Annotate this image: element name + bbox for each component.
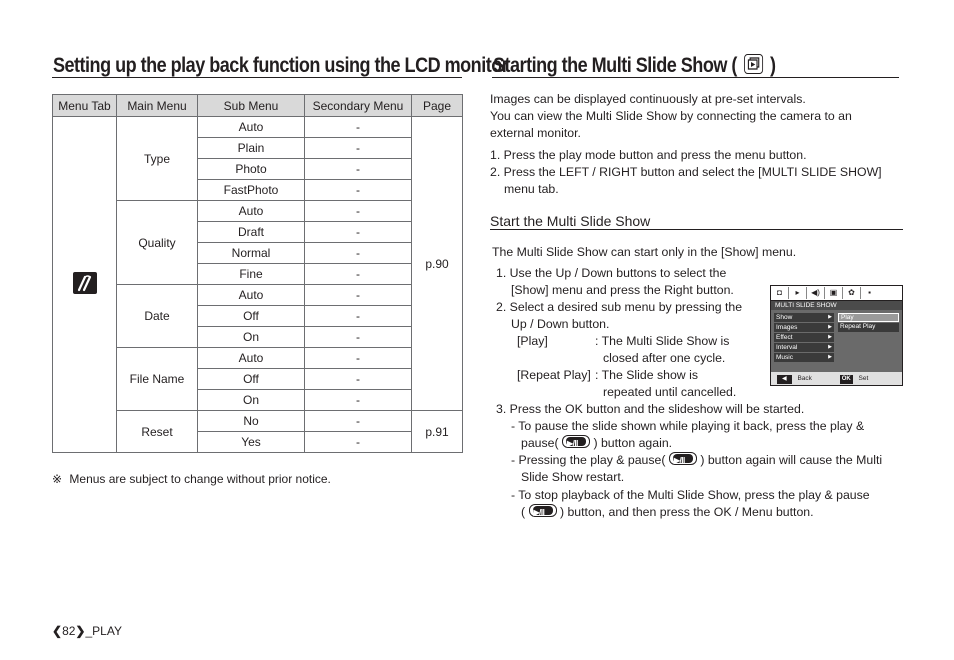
repeat-desc-1: : The Slide show is <box>595 368 698 382</box>
sub-menu-cell: Off <box>198 306 305 327</box>
secondary-menu-cell: - <box>305 180 412 201</box>
menu-table <box>52 94 463 453</box>
sub-menu-cell: On <box>198 327 305 348</box>
right-title-end: ) <box>769 54 776 77</box>
table-row <box>53 117 463 138</box>
page-number: 82 <box>62 624 76 638</box>
secondary-menu-cell: - <box>305 432 412 453</box>
page-ref-cell: p.91 <box>412 411 463 453</box>
camera-tab-icon: ◘ <box>771 287 789 299</box>
sub-menu-cell: Off <box>198 369 305 390</box>
lcd-item-show: Show ▶ <box>776 314 832 321</box>
s2-line-1: 2. Select a desired sub menu by pressing the <box>496 300 743 314</box>
secondary-menu-cell: - <box>305 264 412 285</box>
menu-tab-cell <box>53 117 117 453</box>
secondary-menu-cell: - <box>305 159 412 180</box>
secondary-menu-cell: - <box>305 306 412 327</box>
lcd-screen <box>770 285 903 386</box>
main-menu-cell: Date <box>117 285 198 348</box>
header-menu-tab: Menu Tab <box>53 95 117 117</box>
repeat-label: [Repeat Play] <box>517 368 591 382</box>
s1-line-1: 1. Use the Up / Down buttons to select the <box>496 266 727 280</box>
lcd-body <box>771 310 902 372</box>
step-2: 2. Press the LEFT / RIGHT button and select the [MULTI SLIDE SHOW] <box>490 165 882 179</box>
table-note <box>52 472 331 486</box>
sub-menu-cell: Auto <box>198 285 305 306</box>
footer-section: _PLAY <box>85 624 122 638</box>
right-title-text: Starting the Multi Slide Show ( <box>493 54 737 77</box>
bullet-2b: Slide Show restart. <box>521 470 625 484</box>
lcd-item-images: Images ▶ <box>776 324 832 331</box>
secondary-menu-cell: - <box>305 348 412 369</box>
play-setup-tab-icon <box>73 272 97 294</box>
s1-line-2: [Show] menu and press the Right button. <box>511 283 734 297</box>
play-pause-icon <box>669 452 697 465</box>
secondary-menu-cell: - <box>305 390 412 411</box>
play-label: [Play] <box>517 334 548 348</box>
header-page: Page <box>412 95 463 117</box>
lcd-item-music: Music ▶ <box>776 354 832 361</box>
play-pause-icon <box>562 435 590 448</box>
header-sub-menu: Sub Menu <box>198 95 305 117</box>
intro-line-1: Images can be displayed continuously at pre-set intervals. <box>490 92 806 106</box>
lcd-option-repeat-play: Repeat Play <box>838 323 899 332</box>
note-text: Menus are subject to change without prior notice. <box>69 472 331 486</box>
sub-menu-cell: On <box>198 390 305 411</box>
s2-line-2: Up / Down button. <box>511 317 610 331</box>
intro-line-3: external monitor. <box>490 126 581 140</box>
bullet-1a: - To pause the slide shown while playing it back, press the play & <box>511 419 865 433</box>
header-main-menu: Main Menu <box>117 95 198 117</box>
sub-menu-cell: Auto <box>198 201 305 222</box>
bullet-1b: pause( ▶/II ) button again. <box>521 435 672 452</box>
sub-menu-cell: Fine <box>198 264 305 285</box>
lcd-item-effect: Effect ▶ <box>776 334 832 341</box>
section-heading: Start the Multi Slide Show <box>490 213 651 229</box>
table-header-row <box>53 95 463 117</box>
s3: 3. Press the OK button and the slideshow will be started. <box>496 402 805 416</box>
step-1: 1. Press the play mode button and press the menu button. <box>490 148 807 162</box>
section-rule <box>490 229 903 230</box>
secondary-menu-cell: - <box>305 411 412 432</box>
setup-tab-icon: ✿ <box>843 287 861 299</box>
sub-menu-cell: Auto <box>198 117 305 138</box>
note-symbol: ※ <box>52 472 63 486</box>
sub-menu-cell: Photo <box>198 159 305 180</box>
sub-menu-cell: FastPhoto <box>198 180 305 201</box>
repeat-desc-2: repeated until cancelled. <box>603 385 737 399</box>
secondary-menu-cell: - <box>305 117 412 138</box>
play-desc-2: closed after one cycle. <box>603 351 726 365</box>
header-secondary-menu: Secondary Menu <box>305 95 412 117</box>
lcd-back: Back <box>797 375 812 382</box>
left-title-rule <box>52 77 462 78</box>
secondary-menu-cell: - <box>305 243 412 264</box>
right-bracket-icon: ❯ <box>75 624 86 638</box>
main-menu-cell: Type <box>117 117 198 201</box>
play-desc-1: : The Multi Slide Show is <box>595 334 730 348</box>
lcd-option-play: Play <box>838 313 899 322</box>
right-page-title <box>493 54 775 78</box>
sub-menu-cell: Plain <box>198 138 305 159</box>
lcd-ok-key: OK <box>841 376 851 382</box>
intro-line-2: You can view the Multi Slide Show by connecting the camera to an <box>490 109 852 123</box>
sub-menu-cell: Normal <box>198 243 305 264</box>
multi-slide-show-icon <box>744 54 763 74</box>
bullet-3a: - To stop playback of the Multi Slide Show, press the play & pause <box>511 488 870 502</box>
secondary-menu-cell: - <box>305 285 412 306</box>
bullet-3b: ( ▶/II ) button, and then press the OK / Menu button. <box>521 504 814 521</box>
main-menu-cell: File Name <box>117 348 198 411</box>
secondary-menu-cell: - <box>305 222 412 243</box>
secondary-menu-cell: - <box>305 138 412 159</box>
section-intro: The Multi Slide Show can start only in the [Show] menu. <box>492 245 797 259</box>
page-ref-cell: p.90 <box>412 117 463 411</box>
lcd-title: MULTI SLIDE SHOW <box>771 301 902 310</box>
main-menu-cell: Quality <box>117 201 198 285</box>
left-page-title: Setting up the play back function using the LCD monitor <box>53 54 509 77</box>
sub-menu-cell: No <box>198 411 305 432</box>
secondary-menu-cell: - <box>305 201 412 222</box>
slide-tab-icon: ▣ <box>825 287 843 299</box>
lcd-set: Set <box>858 375 869 382</box>
sub-menu-cell: Auto <box>198 348 305 369</box>
lcd-item-interval: Interval ▶ <box>776 344 832 351</box>
main-menu-cell: Reset <box>117 411 198 453</box>
secondary-menu-cell: - <box>305 369 412 390</box>
play-tab-icon: ▸ <box>789 287 807 299</box>
sub-menu-cell: Draft <box>198 222 305 243</box>
sub-menu-cell: Yes <box>198 432 305 453</box>
play-pause-icon <box>529 504 557 517</box>
lcd-tab-bar <box>771 286 902 301</box>
page-footer <box>52 624 122 638</box>
lcd-footer <box>771 372 902 385</box>
back-arrow-icon: ◀ <box>777 375 792 384</box>
bullet-2a: - Pressing the play & pause( ▶/II ) button again will cause the Multi <box>511 452 882 469</box>
secondary-menu-cell: - <box>305 327 412 348</box>
sound-tab-icon: ◀) <box>807 287 825 299</box>
left-bracket-icon: ❮ <box>52 624 63 638</box>
right-title-rule <box>492 77 899 78</box>
step-2-cont: menu tab. <box>504 182 559 196</box>
print-tab-icon: ▪ <box>868 288 871 297</box>
